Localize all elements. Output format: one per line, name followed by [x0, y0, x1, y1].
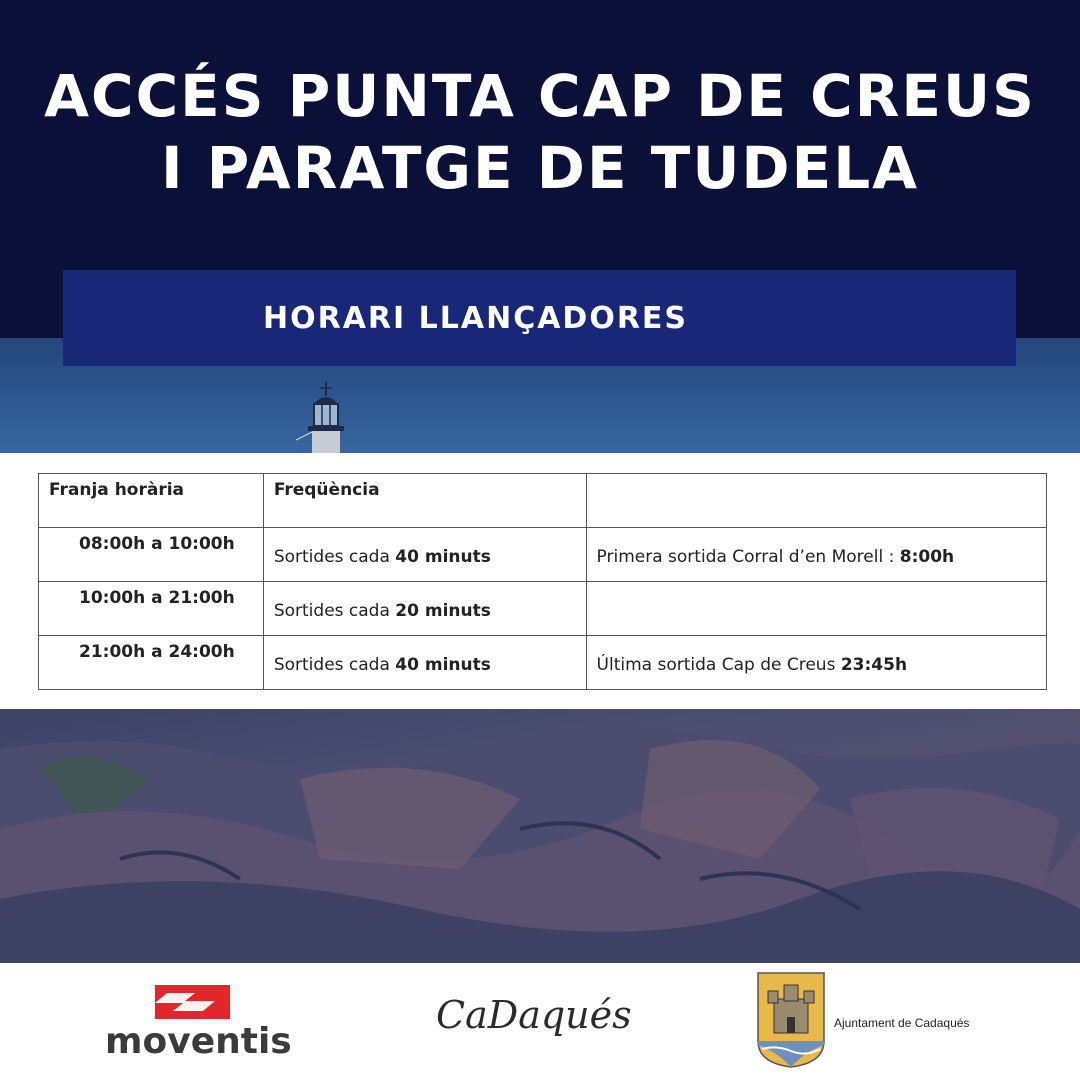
note-value: 23:45h — [840, 655, 908, 675]
shuttle-schedule-banner — [63, 270, 1016, 366]
schedule-table — [38, 473, 1047, 690]
note-prefix: Primera sortida Corral d’en Morell : — [596, 547, 895, 567]
banner-text: HORARI LLANÇADORES — [263, 300, 689, 336]
page-title — [0, 60, 1080, 204]
lighthouse-icon — [296, 380, 356, 455]
note-cell — [586, 582, 1046, 636]
frequency-cell — [263, 528, 586, 582]
frequency-prefix: Sortides cada — [273, 601, 390, 621]
footer-logos — [0, 963, 1080, 1080]
table-row — [39, 636, 1047, 690]
moventis-wordmark: moventis — [105, 1021, 292, 1062]
schedule-table-area — [0, 453, 1080, 709]
note-cell — [586, 636, 1046, 690]
ajuntament-label: Ajuntament de Cadaqués — [834, 1016, 970, 1030]
moventis-logo-mark — [155, 985, 230, 1019]
frequency-cell — [263, 582, 586, 636]
header-time-slot: Franja horària — [39, 474, 264, 528]
ajuntament-logo — [756, 971, 976, 1071]
rocky-coast-background — [0, 709, 1080, 963]
rocks-illustration — [0, 709, 1080, 963]
title-line-2: I PARATGE DE TUDELA — [160, 134, 920, 202]
table-row — [39, 528, 1047, 582]
time-slot-cell: 08:00h a 10:00h — [39, 528, 264, 582]
header-notes — [586, 474, 1046, 528]
frequency-value: 20 minuts — [395, 601, 491, 621]
table-row — [39, 582, 1047, 636]
title-line-1: ACCÉS PUNTA CAP DE CREUS — [44, 62, 1036, 130]
frequency-value: 40 minuts — [395, 655, 491, 675]
time-slot-cell: 21:00h a 24:00h — [39, 636, 264, 690]
time-slot-cell: 10:00h a 21:00h — [39, 582, 264, 636]
cadaques-logo: CaDaqués — [436, 993, 632, 1037]
frequency-prefix: Sortides cada — [273, 655, 390, 675]
note-cell — [586, 528, 1046, 582]
cadaques-coat-of-arms-icon — [756, 971, 826, 1069]
frequency-cell — [263, 636, 586, 690]
note-prefix: Última sortida Cap de Creus — [596, 655, 836, 675]
frequency-value: 40 minuts — [395, 547, 491, 567]
table-header-row — [39, 474, 1047, 528]
frequency-prefix: Sortides cada — [273, 547, 390, 567]
header-frequency: Freqüència — [263, 474, 586, 528]
moventis-logo — [105, 985, 292, 1065]
note-value: 8:00h — [899, 547, 955, 567]
